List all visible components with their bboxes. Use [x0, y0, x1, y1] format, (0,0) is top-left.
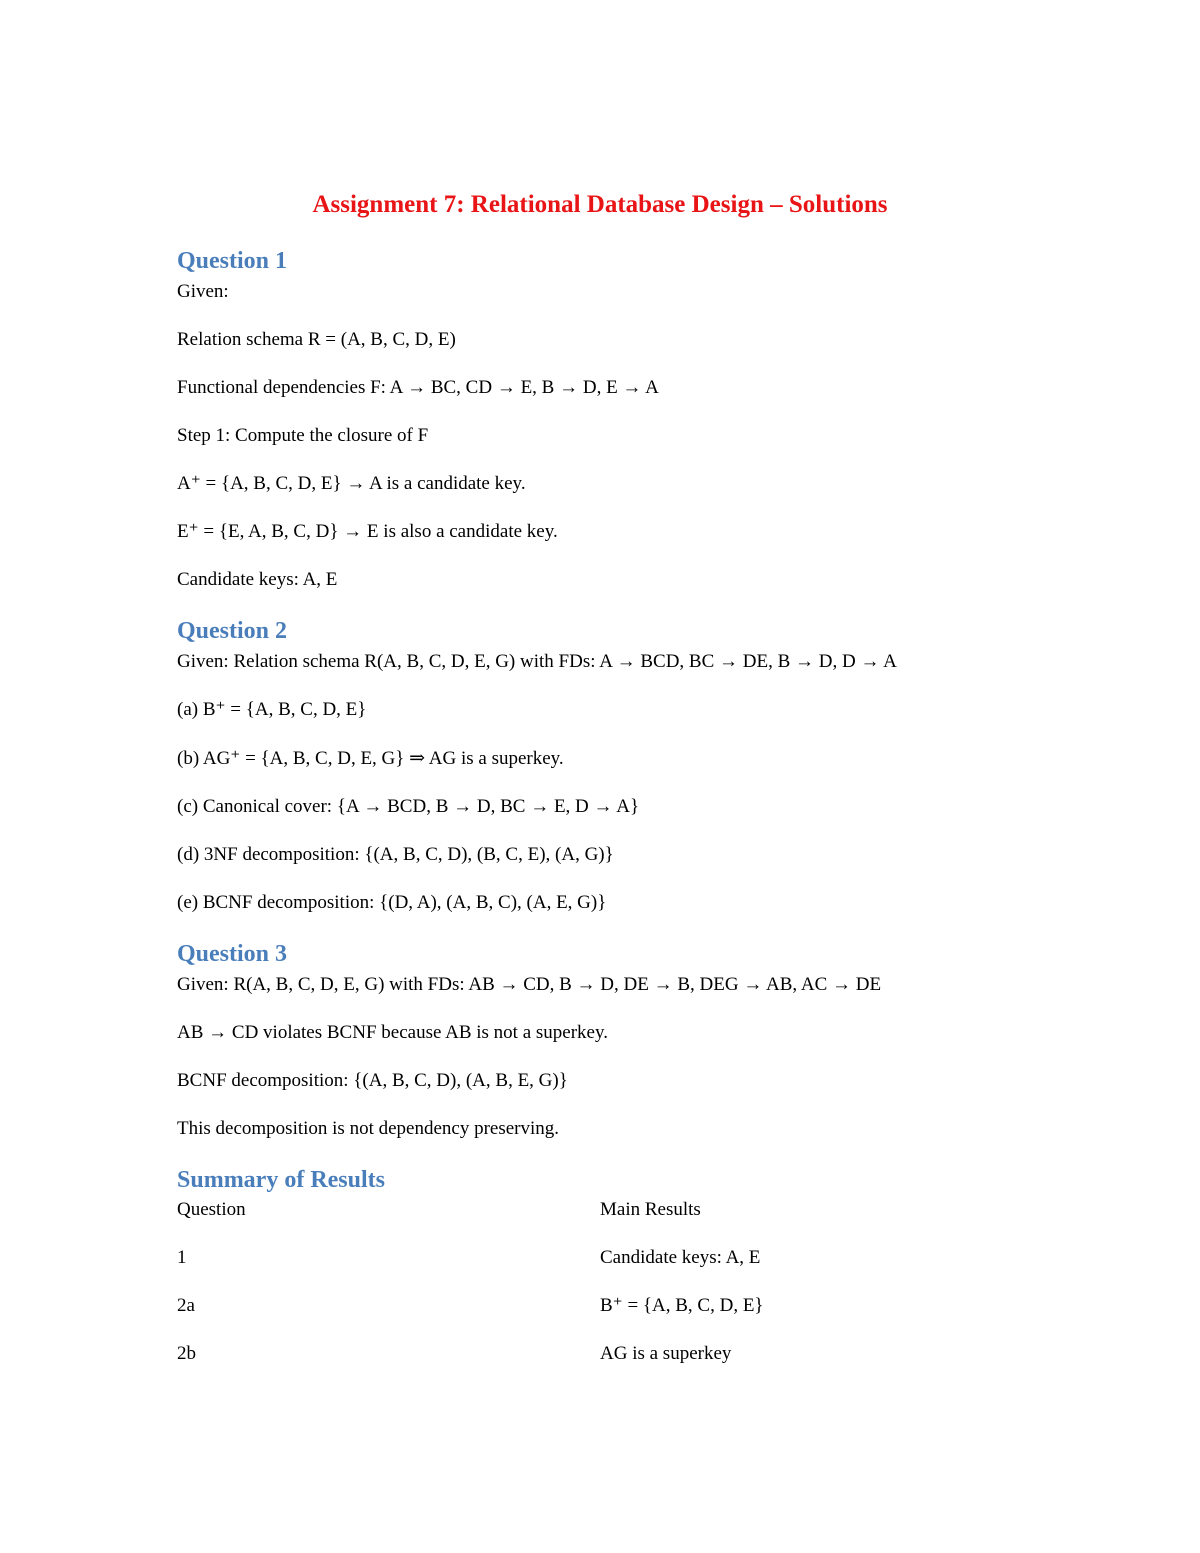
summary-heading: Summary of Results — [177, 1167, 385, 1193]
q1-closure-e: E⁺ = {E, A, B, C, D} → E is also a candidate key. — [177, 521, 558, 542]
q2-part-d: (d) 3NF decomposition: {(A, B, C, D), (B, C, E), (A, G)} — [177, 844, 614, 865]
summary-column-question: Question — [177, 1199, 246, 1220]
q2-given: Given: Relation schema R(A, B, C, D, E, G) with FDs: A → BCD, BC → DE, B → D, D → A — [177, 651, 897, 672]
summary-row-question: 2b — [177, 1343, 196, 1364]
table-row — [177, 1341, 997, 1389]
summary-row-result: B⁺ = {A, B, C, D, E} — [600, 1295, 764, 1316]
q1-step-1: Step 1: Compute the closure of F — [177, 425, 429, 446]
q3-violation: AB → CD violates BCNF because AB is not a superkey. — [177, 1022, 608, 1043]
table-row — [177, 1245, 997, 1293]
q3-given: Given: R(A, B, C, D, E, G) with FDs: AB → CD, B → D, DE → B, DEG → AB, AC → DE — [177, 974, 882, 995]
question-3-heading: Question 3 — [177, 941, 288, 967]
q3-bcnf-decomposition: BCNF decomposition: {(A, B, C, D), (A, B, E, G)} — [177, 1070, 568, 1091]
q1-given-label: Given: — [177, 281, 229, 302]
summary-row-result: AG is a superkey — [600, 1343, 732, 1364]
question-1-heading: Question 1 — [177, 248, 288, 274]
q2-part-c: (c) Canonical cover: {A → BCD, B → D, BC → E, D → A} — [177, 796, 640, 817]
q1-functional-dependencies: Functional dependencies F: A → BC, CD → E, B → D, E → A — [177, 377, 659, 398]
q3-dependency-note: This decomposition is not dependency preserving. — [177, 1118, 560, 1139]
q2-part-e: (e) BCNF decomposition: {(D, A), (A, B, C), (A, E, G)} — [177, 892, 607, 913]
summary-row-question: 2a — [177, 1295, 195, 1316]
summary-row-question: 1 — [177, 1247, 187, 1268]
table-row — [177, 1293, 997, 1341]
summary-column-main-results: Main Results — [600, 1199, 701, 1220]
document-title: Assignment 7: Relational Database Design – Solutions — [312, 191, 888, 218]
summary-table — [177, 1197, 997, 1389]
q1-candidate-keys: Candidate keys: A, E — [177, 569, 338, 590]
q1-relation-schema: Relation schema R = (A, B, C, D, E) — [177, 329, 456, 350]
question-2-heading: Question 2 — [177, 618, 288, 644]
summary-header-row — [177, 1197, 997, 1245]
q1-closure-a: A⁺ = {A, B, C, D, E} → A is a candidate key. — [177, 473, 526, 494]
q2-part-a: (a) B⁺ = {A, B, C, D, E} — [177, 699, 367, 720]
summary-row-result: Candidate keys: A, E — [600, 1247, 761, 1268]
q2-part-b: (b) AG⁺ = {A, B, C, D, E, G} ⇒ AG is a superkey. — [177, 748, 564, 769]
